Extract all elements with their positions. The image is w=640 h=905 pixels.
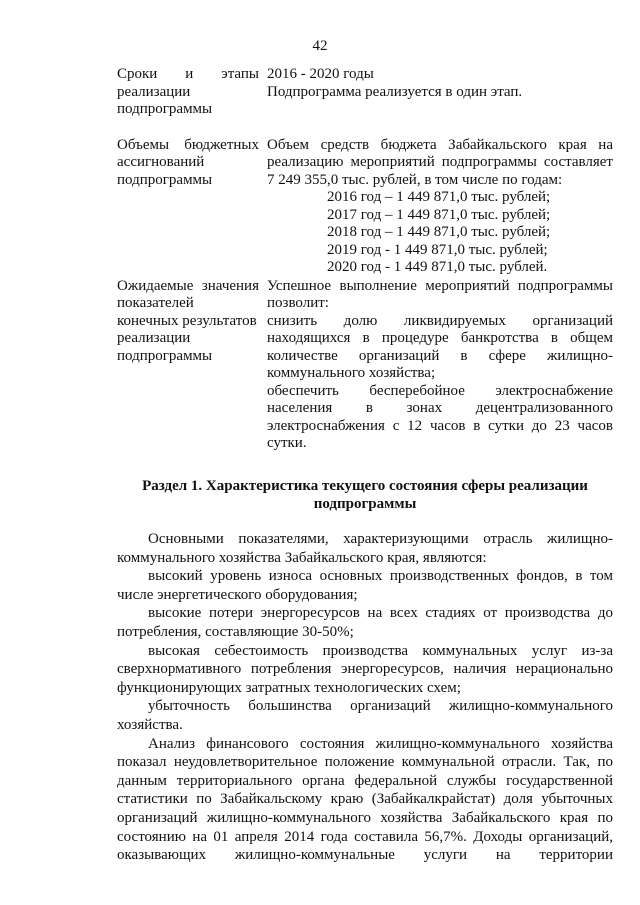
text-line: данным территориального органа федеральной службы государственной xyxy=(117,772,613,789)
budget-year-line: 2020 год - 1 449 871,0 тыс. рублей. xyxy=(327,259,548,275)
label-line: ассигнований xyxy=(117,154,205,170)
text-line: высокий уровень износа основных производственных фондов, в том xyxy=(148,568,613,585)
label-line: конечных результатов xyxy=(117,312,257,329)
passport-row-results xyxy=(117,278,613,453)
text-line: организаций жилищно-коммунального хозяйства Забайкальского края по xyxy=(117,809,613,826)
section-title-line: подпрограммы xyxy=(313,496,417,512)
value-line: Объем средств бюджета Забайкальского края на xyxy=(267,136,613,153)
text-line: статистики по Забайкальскому краю (Забайкалкрайстат) доля убыточных xyxy=(117,791,613,808)
text-line: убыточность большинства организаций жилищно-коммунального xyxy=(148,698,613,715)
text-line: высокие потери энергоресурсов на всех стадиях от производства до xyxy=(148,605,613,622)
value-line: реализацию мероприятий подпрограммы составляет xyxy=(267,154,613,170)
label-line: реализации xyxy=(117,83,191,100)
budget-year-line: 2018 год – 1 449 871,0 тыс. рублей; xyxy=(327,224,551,240)
section-title xyxy=(117,477,613,513)
value-line: обеспечить бесперебойное электроснабжение xyxy=(267,382,613,399)
value-line: населения в зонах децентрализованного xyxy=(267,400,613,416)
text-line: потребления, составляющие 30-50%; xyxy=(117,623,354,640)
budget-year-line: 2017 год – 1 449 871,0 тыс. рублей; xyxy=(327,206,551,223)
text-line: Основными показателями, характеризующими отрасль жилищно- xyxy=(148,531,613,547)
passport-value-terms xyxy=(267,66,613,119)
subprogram-passport-table xyxy=(117,66,613,453)
label-line: подпрограммы xyxy=(117,101,213,117)
value-line: 7 249 355,0 тыс. рублей, в том числе по годам: xyxy=(267,171,563,188)
text-line: показал неудовлетворительное положение коммунальной отрасли. Так, по xyxy=(117,754,613,771)
value-line: количестве организаций в сфере жилищно- xyxy=(267,347,613,364)
value-line: 2016 - 2020 годы xyxy=(267,66,374,82)
value-line: коммунального хозяйства; xyxy=(267,365,436,381)
label-line: подпрограммы xyxy=(117,171,213,188)
value-line: Подпрограмма реализуется в один этап. xyxy=(267,83,523,100)
section-title-line: Раздел 1. Характеристика текущего состояния сферы реализации xyxy=(142,478,588,494)
value-line: Успешное выполнение мероприятий подпрограммы xyxy=(267,277,613,294)
passport-label-terms xyxy=(117,66,259,119)
section-body-text xyxy=(117,530,613,865)
passport-label-budget xyxy=(117,137,259,277)
value-line: сутки. xyxy=(267,435,307,451)
label-line: Сроки и этапы xyxy=(117,66,259,82)
label-line: Ожидаемые значения xyxy=(117,277,259,294)
passport-value-budget xyxy=(267,137,613,277)
label-line: показателей xyxy=(117,295,194,311)
text-line: оказывающих жилищно-коммунальные услуги на территории xyxy=(117,847,613,864)
passport-value-results xyxy=(267,278,613,453)
text-line: хозяйства. xyxy=(117,716,183,733)
text-line: числе энергетического оборудования; xyxy=(117,586,358,603)
text-line: высокая себестоимость производства коммунальных услуг из-за xyxy=(148,642,613,659)
value-line: снизить долю ликвидируемых организаций xyxy=(267,312,613,329)
page-number: 42 xyxy=(312,38,328,54)
label-line: подпрограммы xyxy=(117,347,213,364)
passport-label-results xyxy=(117,278,259,453)
value-line: электроснабжения с 12 часов в сутки до 23 часов xyxy=(267,417,613,434)
budget-year-line: 2019 год - 1 449 871,0 тыс. рублей; xyxy=(327,241,548,258)
text-line: сверхнормативного потребления энергоресурсов, наличия нерационально xyxy=(117,661,613,678)
value-line: позволит: xyxy=(267,295,329,311)
passport-row-terms xyxy=(117,66,613,119)
label-line: реализации xyxy=(117,330,191,346)
text-line: функционирующих затратных технологических схем; xyxy=(117,679,461,696)
label-line: Объемы бюджетных xyxy=(117,136,259,153)
budget-year-line: 2016 год – 1 449 871,0 тыс. рублей; xyxy=(327,189,551,205)
text-line: коммунального хозяйства Забайкальского края, являются: xyxy=(117,549,487,566)
value-line: находящихся в процедуре банкротства в общем xyxy=(267,330,613,346)
text-line: Анализ финансового состояния жилищно-коммунального хозяйства xyxy=(148,735,613,752)
text-line: состоянию на 01 апреля 2014 года составила 56,7%. Доходы организаций, xyxy=(117,828,613,845)
passport-row-budget xyxy=(117,137,613,277)
